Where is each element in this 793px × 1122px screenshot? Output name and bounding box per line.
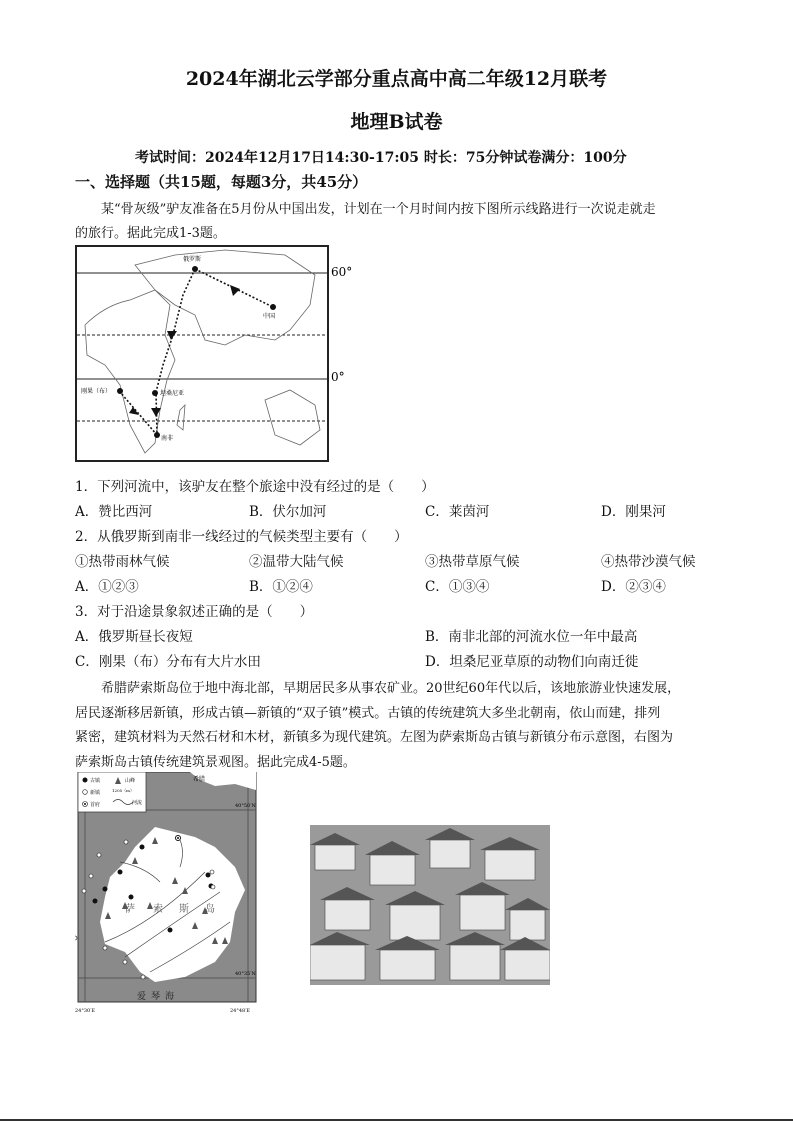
passage-line: 的旅行。据此完成1-3题。 [75, 226, 226, 241]
sea-label: 爱琴海 [137, 992, 180, 1002]
label-russia: 俄罗斯 [183, 256, 202, 263]
exam-info: 考试时间：2024年12月17日14:30-17:05 时长：75分钟试卷满分：100分 [135, 150, 627, 166]
exam-title: 2024年湖北云学部分重点高中高二年级12月联考 [185, 68, 608, 90]
question-stem: 2．从俄罗斯到南非一线经过的气候类型主要有（ ） [75, 529, 408, 545]
option: B．①②④ [249, 579, 313, 595]
lon-label: 24°48′E [230, 1008, 251, 1014]
island-label: 岛 [205, 904, 215, 915]
option: C．莱茵河 [425, 504, 490, 520]
option: D．刚果河 [601, 504, 666, 520]
legend-new-town: 新镇 [90, 790, 101, 796]
legend-old-town: 古镇 [90, 778, 101, 784]
traditional-buildings-photo [310, 825, 550, 985]
thasos-map [75, 772, 275, 1017]
label-tanzania: 坦桑尼亚 [160, 390, 185, 397]
lat-label: 40°35′N [235, 971, 256, 977]
island-label: 萨 [125, 904, 135, 915]
passage-line: 居民逐渐移居新镇，形成古镇—新镇的“双子镇”模式。古镇的传统建筑大多坐北朝南，依山而建，排列 [75, 706, 661, 721]
label-south-africa: 南非 [161, 435, 174, 442]
option: C．①③④ [425, 579, 490, 595]
legend-peak-value: 1205（m） [112, 788, 134, 793]
option: C．刚果（布）分布有大片水田 [75, 654, 261, 670]
exam-subtitle: 地理B试卷 [350, 111, 443, 133]
choice-item: ①热带雨林气候 [75, 554, 170, 570]
latitude-60: 60° [331, 265, 353, 279]
passage-line: 紧密，建筑材料为天然石材和木材，新镇多为现代建筑。左图为萨索斯岛古镇与新镇分布示意图，右图为 [75, 730, 674, 745]
option: A．赞比西河 [75, 504, 153, 520]
route-map [75, 245, 360, 463]
legend-capital: 首府 [90, 802, 101, 808]
option: A．俄罗斯昼长夜短 [75, 629, 193, 645]
label-china: 中国 [263, 313, 276, 320]
option: B．伏尔加河 [249, 504, 327, 520]
passage-line: 萨索斯岛古镇传统建筑景观图。据此完成4-5题。 [75, 755, 356, 770]
island-label: 索 [153, 904, 163, 915]
island-label: 斯 [179, 904, 189, 915]
option: A．①②③ [75, 579, 139, 595]
question-stem: 3．对于沿途景象叙述正确的是（ ） [75, 604, 314, 620]
option: D．坦桑尼亚草原的动物们向南迁徙 [425, 654, 639, 670]
label-congo: 刚果（布） [81, 388, 112, 395]
latitude-0: 0° [331, 370, 345, 384]
legend-river: 河流 [132, 800, 143, 806]
lon-label: 24°30′E [75, 1008, 96, 1014]
section-heading: 一、选择题（共15题，每题3分，共45分） [75, 173, 368, 191]
option: D．②③④ [601, 579, 666, 595]
passage-line: 希腊萨索斯岛位于地中海北部，早期居民多从事农矿业。20世纪60年代以后，该地旅游业快速发展， [101, 681, 681, 696]
passage-line: 某“骨灰级”驴友准备在5月份从中国出发，计划在一个月时间内按下图所示线路进行一次说走就走 [101, 202, 656, 217]
legend-peak: 山峰 [125, 778, 136, 784]
label-greece: 希腊 [193, 776, 206, 783]
page-bottom-border [0, 1119, 793, 1121]
lat-label: 40°50′N [235, 803, 256, 809]
choice-item: ③热带草原气候 [425, 554, 520, 570]
choice-item: ②温带大陆气候 [249, 554, 344, 570]
choice-item: ④热带沙漠气候 [601, 554, 696, 570]
option: B．南非北部的河流水位一年中最高 [425, 629, 638, 645]
question-stem: 1．下列河流中，该驴友在整个旅途中没有经过的是（ ） [75, 479, 435, 495]
